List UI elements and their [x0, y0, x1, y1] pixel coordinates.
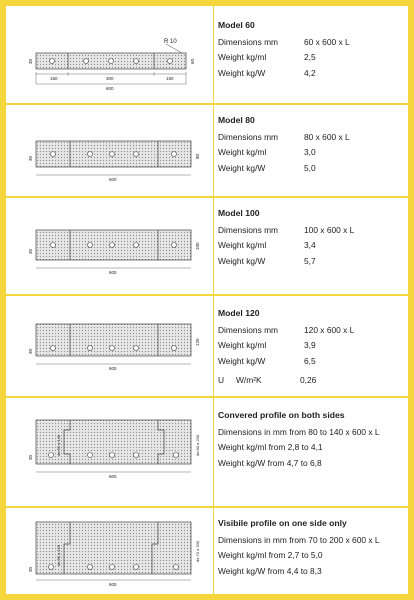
spec-value: 120 x 600 x L [304, 324, 355, 335]
model-title: Model 80 [218, 115, 255, 125]
total-dim: 600 [109, 582, 117, 587]
spec-label: Weight kg/ml [218, 147, 267, 157]
left-dim: 30 [28, 155, 33, 161]
model-title: Model 100 [218, 208, 260, 218]
seg2-dim: 300 [106, 76, 114, 81]
spec-label: Weight kg/ml [218, 340, 267, 350]
seg3-dim: 150 [166, 76, 174, 81]
drawing-model-60 [6, 6, 213, 103]
model-title: Model 60 [218, 20, 255, 30]
model-title: Visibile profile on one side only [218, 518, 347, 528]
row-model-80 [6, 105, 408, 196]
spec-value: 3,4 [304, 240, 316, 250]
spec-label: Weight kg/W [218, 162, 266, 173]
spec-value: 5,0 [304, 162, 316, 173]
spec-label: Dimensions mm [218, 36, 279, 47]
right-dim: 100 [195, 242, 200, 250]
row-model-60 [6, 6, 408, 103]
spec-label: Dimensions mm [218, 224, 279, 235]
model-80-info [218, 113, 408, 176]
spec-value: 5,7 [304, 255, 316, 266]
drawing-visible-profile [6, 508, 213, 594]
spec-line: Dimensions in mm from 70 to 200 x 600 x L [218, 534, 380, 545]
u-value-row [218, 373, 408, 389]
total-dim: 600 [109, 366, 117, 371]
left-dim: 30 [28, 454, 33, 460]
spec-value: 60 x 600 x L [304, 36, 350, 47]
left-dim: 30 [28, 248, 33, 254]
u-unit: W/m²K [236, 375, 262, 385]
spec-label: Dimensions mm [218, 324, 279, 335]
row-model-100 [6, 198, 408, 294]
spec-line: Weight kg/ml from 2,8 to 4,1 [218, 442, 323, 452]
spec-label: Weight kg/ml [218, 240, 267, 250]
u-symbol: U [218, 375, 225, 385]
model-120-info [218, 306, 408, 389]
left-dim: 30 [28, 348, 33, 354]
spec-value: 3,0 [304, 147, 316, 157]
spec-value: 4,2 [304, 67, 316, 78]
covered-profile-info [218, 408, 408, 471]
spec-value: 3,9 [304, 340, 316, 350]
total-dim: 600 [109, 177, 117, 182]
right-dim: da 80 a 200 [195, 434, 200, 456]
left-dim: 30 [28, 58, 33, 64]
inner-dim: da 80 a 140 [56, 434, 61, 456]
right-dim: 80 [195, 153, 200, 159]
drawing-covered-profile [6, 398, 213, 506]
spec-value: 100 x 600 x L [304, 224, 355, 235]
drawing-model-80 [6, 105, 213, 196]
row-visible-profile [6, 508, 408, 594]
spec-line: Weight kg/W from 4,7 to 6,8 [218, 457, 322, 468]
drawing-model-120 [6, 296, 213, 396]
radius-label: R 10 [164, 39, 177, 45]
spec-line: Weight kg/W from 4,4 to 8,3 [218, 565, 322, 576]
u-value: 0,26 [300, 375, 317, 385]
seg1-dim: 150 [50, 76, 58, 81]
spec-label: Dimensions mm [218, 131, 279, 142]
spec-line: Dimensions in mm from 80 to 140 x 600 x L [218, 426, 380, 437]
model-100-info [218, 206, 408, 269]
row-covered-profile [6, 398, 408, 506]
total-dim: 600 [109, 474, 117, 479]
spec-value: 6,5 [304, 355, 316, 366]
model-60-info [218, 18, 408, 81]
right-dim: 120 [195, 338, 200, 346]
spec-value: 2,5 [304, 52, 316, 62]
total-dim: 600 [106, 86, 114, 91]
row-model-120 [6, 296, 408, 396]
drawing-model-100 [6, 198, 213, 294]
right-dim: 60 [190, 58, 195, 64]
spec-value: 80 x 600 x L [304, 131, 350, 142]
right-dim: da 70 a 200 [195, 540, 200, 562]
spec-label: Weight kg/ml [218, 52, 267, 62]
total-dim: 600 [109, 270, 117, 275]
left-dim: 30 [28, 566, 33, 572]
spec-label: Weight kg/W [218, 67, 266, 78]
inner-dim: da 80 a 120 [56, 544, 61, 566]
model-title: Convered profile on both sides [218, 410, 345, 420]
spec-label: Weight kg/W [218, 355, 266, 366]
visible-profile-info [218, 516, 408, 579]
spec-label: Weight kg/W [218, 255, 266, 266]
spec-line: Weight kg/ml from 2,7 to 5,0 [218, 550, 323, 560]
model-title: Model 120 [218, 308, 260, 318]
